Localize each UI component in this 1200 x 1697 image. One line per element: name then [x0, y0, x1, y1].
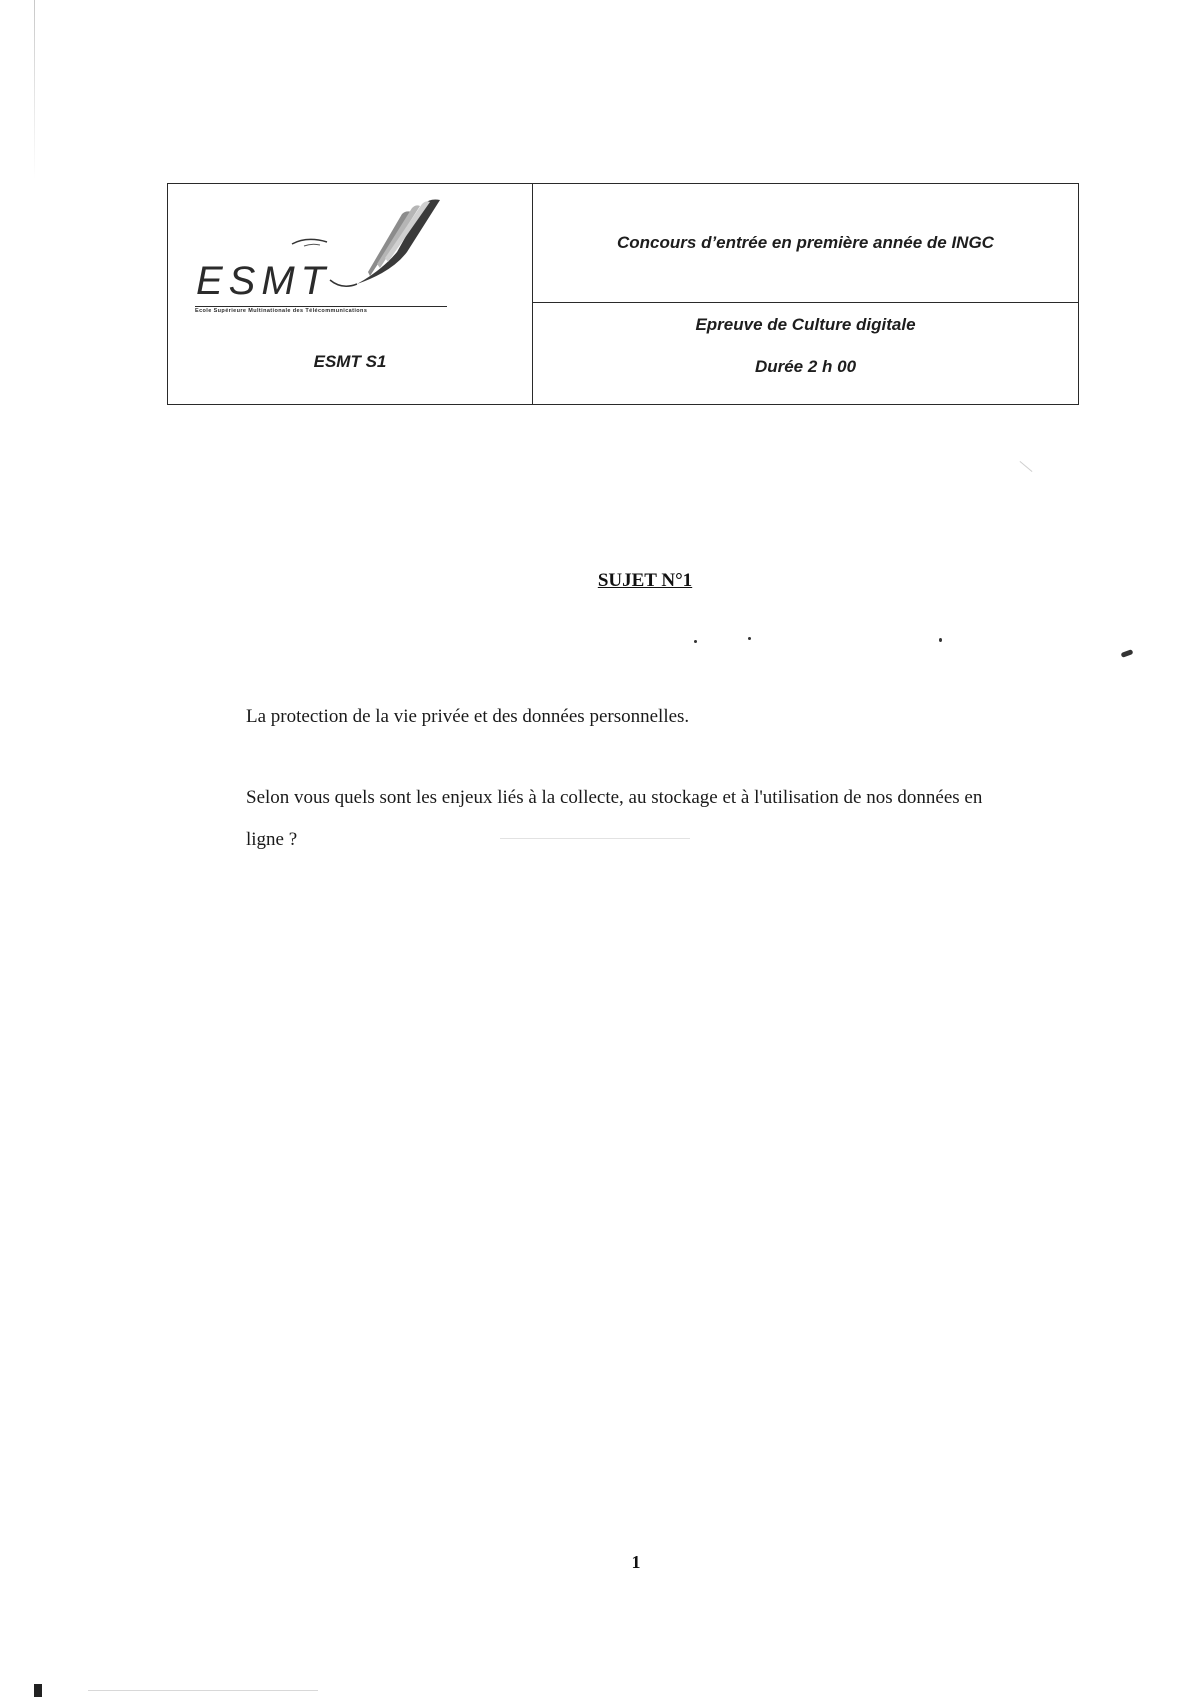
scan-streak — [1020, 461, 1033, 472]
exam-title: Epreuve de Culture digitale — [695, 315, 916, 334]
subject-title: SUJET N°1 — [597, 570, 693, 591]
scan-edge-mark — [34, 0, 35, 180]
school-code: ESMT S1 — [313, 352, 387, 371]
page-number: 1 — [631, 1552, 641, 1572]
logo-wordmark: ESMT — [196, 259, 332, 303]
scan-speck — [748, 637, 751, 640]
scan-speck — [1121, 649, 1134, 658]
contest-title-cell — [533, 184, 1078, 303]
scan-corner-mark — [34, 1684, 42, 1697]
header-logo-cell — [168, 184, 533, 404]
subject-question: Selon vous quels sont les enjeux liés à la collecte, au stockage et à l'utilisation de nos données en ligne ? — [246, 787, 983, 850]
scan-speck — [694, 640, 697, 643]
exam-info-cell — [533, 303, 1078, 404]
exam-duration: Durée 2 h 00 — [754, 357, 857, 376]
contest-title: Concours d’entrée en première année de INGC — [617, 233, 994, 252]
scan-speck — [939, 638, 942, 642]
header-info-cell — [533, 184, 1078, 404]
scan-edge-line — [88, 1690, 318, 1691]
logo-tagline: Ecole Supérieure Multinationale des Télécommunications — [195, 306, 447, 314]
subject-topic: La protection de la vie privée et des données personnelles. — [246, 706, 690, 727]
exam-header-table — [167, 183, 1079, 405]
